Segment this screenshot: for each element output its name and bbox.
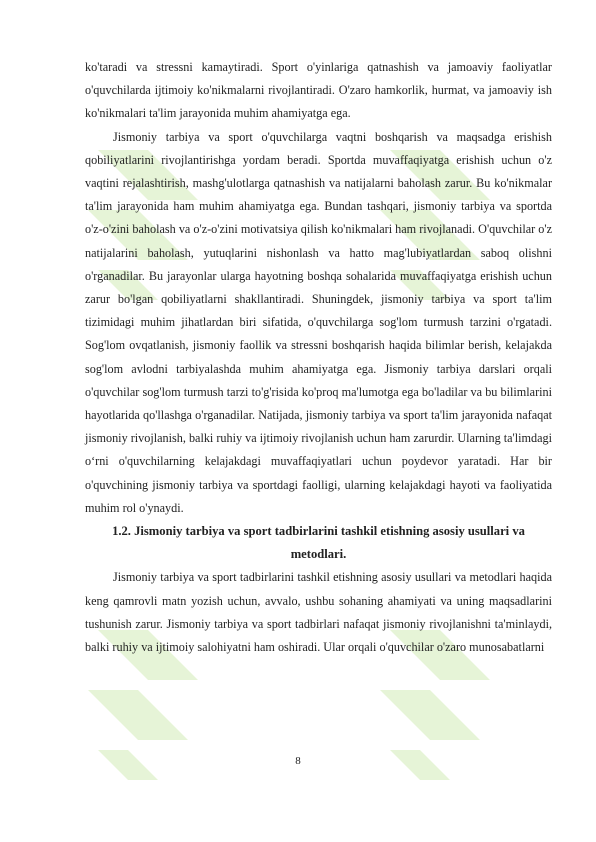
- section-heading: 1.2. Jismoniy tarbiya va sport tadbirlarini tashkil etishning asosiy usullari va metodlari.: [112, 524, 525, 562]
- paragraph-continued: ko'taradi va stressni kamaytiradi. Sport o'yinlariga qatnashish va jamoaviy faoliyatlar o'quvchilarda ijtimoiy ko'nikmalarni rivojlantiradi. O'zaro hamkorlik, hurmat, va jamoaviy ish ko'nikmalari ta'lim jarayonida muhim ahamiyatga ega.: [85, 60, 552, 121]
- page-body: [85, 56, 552, 659]
- paragraph: Jismoniy tarbiya va sport o'quvchilarga vaqtni boshqarish va maqsadga erishish qobiliyatlarini rivojlantirishga yordam beradi. Sportda muvaffaqiyatga erishish uchun o'z vaqtini rejalashtirish, mashg'ulotlarga qatnashish va natijalarni baholash zarur. Bu ko'nikmalar ta'lim jarayonida ham muhim ahamiyatga ega. Bundan tashqari, jismoniy tarbiya va sportda o'z-o'zini baholash va o'z-o'zini motivatsiya qilish ko'nikmalari ham rivojlanadi. O'quvchilar o'z natijalarini baholash, yutuqlarini nishonlash va hatto mag'lubiyatlardan saboq olishni o'rganadilar. Bu jarayonlar ularga hayotning boshqa sohalarida muvaffaqiyatga erishish uchun zarur bo'lgan qobiliyatlarni shakllantiradi. Shuningdek, jismoniy tarbiya va sport ta'lim tizimidagi muhim jihatlardan biri sifatida, o'quvchilarga sog'lom turmush tarzini o'rgatadi. Sog'lom ovqatlanish, jismoniy faollik va stressni boshqarish haqida bilimlar berish, kelajakda sog'lom avlodni tarbiyalashda muhim ahamiyatga ega. Jismoniy tarbiya darslari orqali o'quvchilar sog'lom turmush tarzi to'g'risida ko'proq ma'lumotga ega bo'ladilar va bu bilimlarini hayotlarida qo'llashga o'rganadilar. Natijada, jismoniy tarbiya va sport ta'lim jarayonida nafaqat jismoniy rivojlanish, balki ruhiy va ijtimoiy rivojlanish uchun ham zarurdir. Ularning ta'limdagi o‘rni o'quvchilarning kelajakdagi muvaffaqiyatlari uchun poydevor yaratadi. Har bir o'quvchining jismoniy tarbiya va sportdagi faolligi, ularning kelajakdagi hayoti va faoliyatida muhim rol o'ynaydi.: [85, 129, 552, 515]
- paragraph: Jismoniy tarbiya va sport tadbirlarini tashkil etishning asosiy usullari va metodlari haqida keng qamrovli matn yozish uchun, avvalo, ushbu sohaning ahamiyati va uning maqsadlarini tushunish zarur. Jismoniy tarbiya va sport tadbirlari nafaqat jismoniy rivojlanishni ta'minlaydi, balki ruhiy va ijtimoiy salohiyatni ham oshiradi. Ular orqali o'quvchilar o'zaro munosabatlarni: [85, 570, 552, 655]
- page-number: 8: [295, 755, 301, 767]
